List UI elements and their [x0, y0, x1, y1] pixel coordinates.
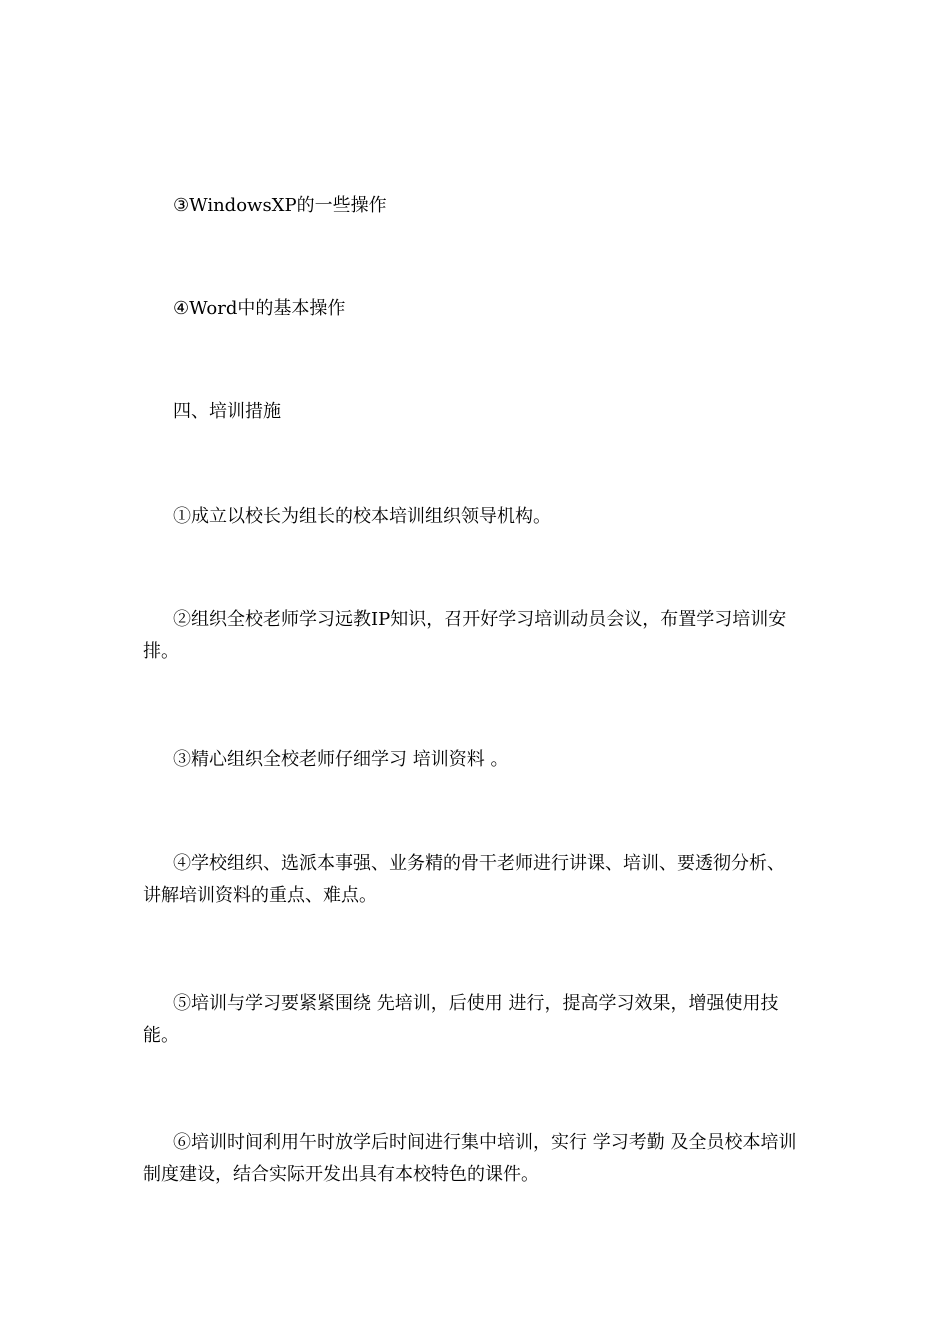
paragraph-text: ②组织全校老师学习远教IP知识，召开好学习培训动员会议，布置学习培训安排。	[143, 609, 787, 662]
paragraph-text: ④Word中的基本操作	[173, 298, 346, 319]
paragraph-word-operations	[143, 293, 798, 325]
paragraph-text: ⑥培训时间利用午时放学后时间进行集中培训，实行 学习考勤 及全员校本培训制度建设，结合实际开发出具有本校特色的课件。	[143, 1132, 797, 1185]
paragraph-measure-3	[143, 744, 798, 776]
section-heading-training-measures	[143, 396, 798, 428]
paragraph-text: ⑤培训与学习要紧紧围绕 先培训，后使用 进行，提高学习效果，增强使用技能。	[143, 993, 779, 1046]
paragraph-windowsxp-operations	[143, 190, 798, 222]
paragraph-measure-4	[143, 848, 798, 912]
paragraph-text: ③WindowsXP的一些操作	[173, 195, 387, 216]
paragraph-text: ①成立以校长为组长的校本培训组织领导机构。	[173, 506, 551, 527]
paragraph-measure-6	[143, 1127, 798, 1191]
paragraph-measure-2	[143, 604, 798, 668]
paragraph-measure-5	[143, 988, 798, 1052]
heading-text: 四、培训措施	[173, 401, 281, 422]
paragraph-measure-1	[143, 501, 798, 533]
paragraph-text: ④学校组织、选派本事强、业务精的骨干老师进行讲课、培训、要透彻分析、讲解培训资料的重点、难点。	[143, 853, 785, 906]
paragraph-text: ③精心组织全校老师仔细学习 培训资料 。	[173, 749, 509, 770]
